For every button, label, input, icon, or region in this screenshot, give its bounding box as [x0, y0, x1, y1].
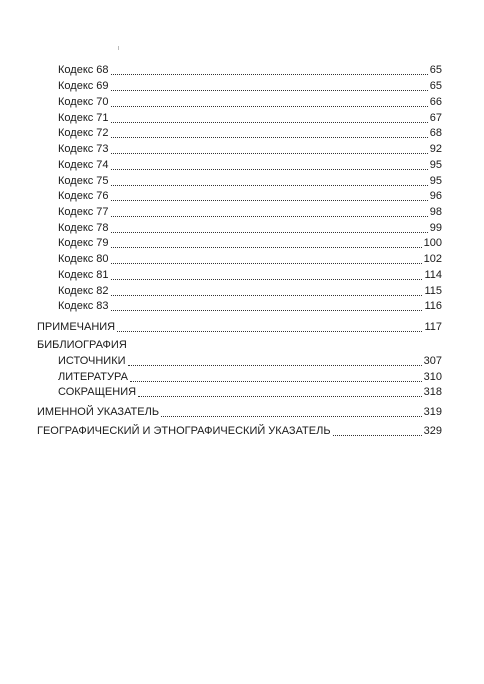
toc-entry-codex-75	[58, 174, 442, 189]
toc-entry-label: Кодекс 74	[58, 159, 109, 171]
toc-entry-codex-81	[58, 268, 442, 283]
toc-entry-codex-70	[58, 95, 442, 110]
leader-dots	[111, 105, 428, 107]
toc-entry-page: 318	[423, 386, 442, 398]
leader-dots	[111, 121, 428, 123]
toc-entry-page: 329	[423, 425, 442, 437]
toc-entry-sources	[58, 354, 442, 369]
leader-dots	[111, 168, 428, 170]
toc-entry-abbreviations	[58, 385, 442, 400]
toc-entry-geo-index	[37, 424, 442, 439]
leader-dots	[111, 199, 428, 201]
toc-entry-codex-73	[58, 142, 442, 157]
toc-entry-codex-74	[58, 158, 442, 173]
leader-dots	[161, 415, 422, 417]
leader-dots	[111, 246, 422, 248]
toc-entry-label: Кодекс 68	[58, 64, 109, 76]
toc-entry-codex-79	[58, 236, 442, 251]
toc-entry-page: 92	[429, 143, 442, 155]
toc-entry-label: ИСТОЧНИКИ	[58, 355, 126, 367]
toc-entry-page: 310	[423, 371, 442, 383]
toc-entry-label: Кодекс 78	[58, 222, 109, 234]
toc-entry-label: ГЕОГРАФИЧЕСКИЙ И ЭТНОГРАФИЧЕСКИЙ УКАЗАТЕЛЬ	[37, 425, 331, 437]
toc-entry-page: 65	[429, 64, 442, 76]
bibliography-heading: БИБЛИОГРАФИЯ	[37, 339, 127, 351]
toc-entry-label: ЛИТЕРАТУРА	[58, 371, 128, 383]
leader-dots	[117, 330, 422, 332]
toc-entry-codex-69	[58, 79, 442, 94]
leader-dots	[111, 294, 423, 296]
toc-entry-label: ПРИМЕЧАНИЯ	[37, 321, 116, 333]
toc-entry-page: 95	[429, 159, 442, 171]
toc-entry-codex-72	[58, 126, 442, 141]
toc-entry-literature	[58, 370, 442, 385]
toc-entry-page: 98	[429, 206, 442, 218]
leader-dots	[111, 231, 428, 233]
toc-entry-page: 115	[424, 285, 442, 297]
leader-dots	[111, 262, 422, 264]
toc-entry-label: Кодекс 71	[58, 112, 109, 124]
leader-dots	[111, 136, 428, 138]
leader-dots	[138, 395, 422, 397]
leader-dots	[111, 73, 428, 75]
toc-entry-page: 67	[429, 112, 442, 124]
toc-entry-page: 100	[423, 237, 442, 249]
toc-entry-page: 102	[423, 253, 442, 265]
toc-entry-codex-83	[58, 299, 442, 314]
toc-entry-codex-68	[58, 63, 442, 78]
toc-entry-label: Кодекс 75	[58, 175, 109, 187]
toc-entry-codex-77	[58, 205, 442, 220]
toc-entry-page: 114	[424, 269, 442, 281]
toc-entry-label: Кодекс 82	[58, 285, 109, 297]
toc-entry-label: ИМЕННОЙ УКАЗАТЕЛЬ	[37, 406, 160, 418]
leader-dots	[111, 184, 428, 186]
leader-dots	[111, 309, 423, 311]
toc-entry-page: 96	[429, 190, 442, 202]
toc-entry-label: Кодекс 79	[58, 237, 109, 249]
toc-entry-label: Кодекс 70	[58, 96, 109, 108]
toc-entry-page: 319	[423, 406, 442, 418]
toc-entry-codex-82	[58, 284, 442, 299]
toc-entry-label: Кодекс 81	[58, 269, 109, 281]
margin-mark	[118, 46, 119, 50]
toc-entry-label: Кодекс 83	[58, 300, 109, 312]
leader-dots	[130, 380, 422, 382]
leader-dots	[111, 278, 423, 280]
toc-entry-page: 65	[429, 80, 442, 92]
toc-entry-page: 68	[429, 127, 442, 139]
leader-dots	[333, 434, 422, 436]
toc-entry-codex-76	[58, 189, 442, 204]
leader-dots	[111, 89, 428, 91]
toc-entry-codex-80	[58, 252, 442, 267]
toc-entry-label: СОКРАЩЕНИЯ	[58, 386, 137, 398]
toc-entry-page: 116	[424, 300, 442, 312]
toc-entry-label: Кодекс 76	[58, 190, 109, 202]
toc-entry-notes	[37, 320, 442, 335]
toc-entry-label: Кодекс 69	[58, 80, 109, 92]
toc-entry-page: 307	[423, 355, 442, 367]
toc-entry-page: 117	[424, 321, 442, 333]
toc-entry-codex-71	[58, 111, 442, 126]
leader-dots	[111, 152, 428, 154]
toc-entry-label: Кодекс 72	[58, 127, 109, 139]
toc-entry-page: 95	[429, 175, 442, 187]
leader-dots	[128, 364, 422, 366]
leader-dots	[111, 215, 428, 217]
toc-entry-label: Кодекс 80	[58, 253, 109, 265]
toc-entry-name-index	[37, 405, 442, 420]
toc-entry-page: 66	[429, 96, 442, 108]
toc-entry-codex-78	[58, 221, 442, 236]
toc-entry-page: 99	[429, 222, 442, 234]
toc-entry-label: Кодекс 77	[58, 206, 109, 218]
toc-entry-label: Кодекс 73	[58, 143, 109, 155]
